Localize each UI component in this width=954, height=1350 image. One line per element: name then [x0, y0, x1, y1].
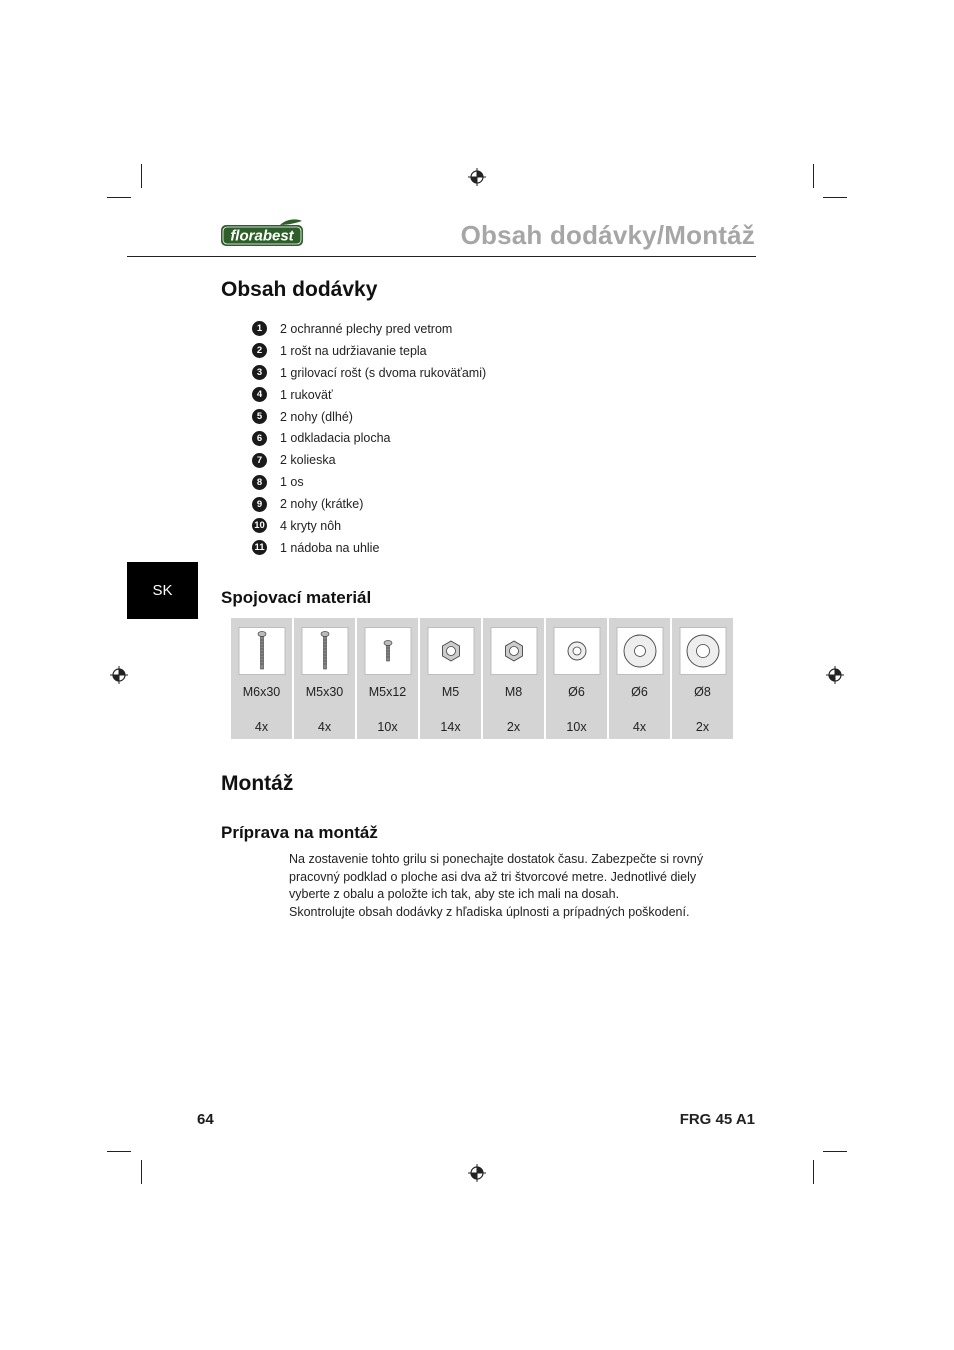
- item-text: 2 nohy (dlhé): [280, 409, 353, 424]
- crop-mark: [813, 1160, 814, 1184]
- hardware-item: [294, 618, 357, 739]
- item-text: 1 nádoba na uhlie: [280, 540, 380, 555]
- registration-mark-icon: [825, 665, 845, 685]
- crop-mark: [141, 164, 142, 188]
- hex-nut-icon: [490, 627, 537, 675]
- hardware-item: [672, 618, 733, 739]
- item-text: 1 rukoväť: [280, 387, 333, 402]
- short-screw-icon: [364, 627, 411, 675]
- hardware-item: [609, 618, 672, 739]
- item-text: 2 nohy (krátke): [280, 497, 364, 512]
- hardware-item: [420, 618, 483, 739]
- item-number-badge: 7: [252, 453, 267, 468]
- logo-text: florabest: [230, 227, 294, 245]
- item-number-badge: 11: [252, 540, 267, 555]
- hardware-size: M5x12: [368, 685, 407, 699]
- hardware-qty: 2x: [506, 720, 521, 734]
- item-text: 4 kryty nôh: [280, 518, 342, 533]
- crop-mark: [141, 1160, 142, 1184]
- item-text: 2 ochranné plechy pred vetrom: [280, 321, 453, 336]
- hardware-table: [231, 618, 733, 739]
- list-item: [252, 537, 486, 559]
- hardware-qty: 10x: [566, 720, 587, 734]
- hardware-qty: 2x: [695, 720, 710, 734]
- item-number-badge: 1: [252, 321, 267, 336]
- item-text: 1 os: [280, 475, 304, 490]
- page-title: Obsah dodávky/Montáž: [460, 220, 755, 250]
- model-number: FRG 45 A1: [679, 1111, 755, 1128]
- item-text: 2 kolieska: [280, 453, 336, 468]
- hardware-item: [483, 618, 546, 739]
- hardware-heading: Spojovací materiál: [221, 588, 372, 607]
- florabest-logo: [220, 219, 304, 247]
- hardware-size: M6x30: [242, 685, 281, 699]
- item-text: 1 grilovací rošt (s dvoma rukoväťami): [280, 365, 487, 380]
- language-tab: SK: [127, 562, 198, 619]
- hardware-qty: 4x: [317, 720, 332, 734]
- large-washer-icon: [679, 627, 726, 675]
- parts-list: [252, 318, 486, 559]
- registration-mark-icon: [467, 167, 487, 187]
- crop-mark: [823, 197, 847, 198]
- large-washer-icon: [616, 627, 663, 675]
- hardware-qty: 10x: [377, 720, 398, 734]
- list-item: [252, 427, 486, 449]
- crop-mark: [813, 164, 814, 188]
- item-number-badge: 5: [252, 409, 267, 424]
- item-number-badge: 2: [252, 343, 267, 358]
- header-divider: [127, 256, 756, 257]
- item-number-badge: 4: [252, 387, 267, 402]
- list-item: [252, 471, 486, 493]
- item-text: 1 rošt na udržiavanie tepla: [280, 343, 427, 358]
- long-screw-icon: [301, 627, 348, 675]
- hardware-item: [546, 618, 609, 739]
- page-number: 64: [197, 1111, 214, 1128]
- list-item: [252, 493, 486, 515]
- registration-mark-icon: [109, 665, 129, 685]
- list-item: [252, 318, 486, 340]
- small-washer-icon: [553, 627, 600, 675]
- paragraph: Na zostavenie tohto grilu si ponechajte dostatok času. Zabezpečte si rovný pracovný podklad o ploche asi dva až tri štvorcové metre. Jednotlivé diely vyberte z obalu a položte ich tak, aby ste ich mali na dosah.: [289, 852, 704, 901]
- crop-mark: [107, 197, 131, 198]
- hex-nut-icon: [427, 627, 474, 675]
- list-item: [252, 362, 486, 384]
- registration-mark-icon: [467, 1163, 487, 1183]
- list-item: [252, 340, 486, 362]
- list-item: [252, 384, 486, 406]
- item-number-badge: 8: [252, 475, 267, 490]
- hardware-size: M5: [441, 685, 460, 699]
- item-number-badge: 9: [252, 497, 267, 512]
- hardware-qty: 4x: [254, 720, 269, 734]
- crop-mark: [107, 1151, 131, 1152]
- preparation-text: [289, 851, 719, 921]
- assembly-heading: Montáž: [221, 772, 294, 795]
- hardware-item: [357, 618, 420, 739]
- hardware-size: M5x30: [305, 685, 344, 699]
- hardware-item: [231, 618, 294, 739]
- item-number-badge: 6: [252, 431, 267, 446]
- delivery-heading: Obsah dodávky: [221, 278, 378, 301]
- preparation-heading: Príprava na montáž: [221, 823, 378, 842]
- item-number-badge: 10: [252, 518, 267, 533]
- hardware-size: M8: [504, 685, 523, 699]
- paragraph: Skontrolujte obsah dodávky z hľadiska úplnosti a prípadných poškodení.: [289, 904, 690, 919]
- hardware-size: Ø6: [631, 685, 648, 699]
- list-item: [252, 449, 486, 471]
- item-number-badge: 3: [252, 365, 267, 380]
- list-item: [252, 515, 486, 537]
- list-item: [252, 406, 486, 428]
- crop-mark: [823, 1151, 847, 1152]
- hardware-qty: 14x: [440, 720, 461, 734]
- item-text: 1 odkladacia plocha: [280, 431, 391, 446]
- long-screw-icon: [238, 627, 285, 675]
- hardware-size: Ø8: [694, 685, 711, 699]
- hardware-size: Ø6: [568, 685, 585, 699]
- hardware-qty: 4x: [632, 720, 647, 734]
